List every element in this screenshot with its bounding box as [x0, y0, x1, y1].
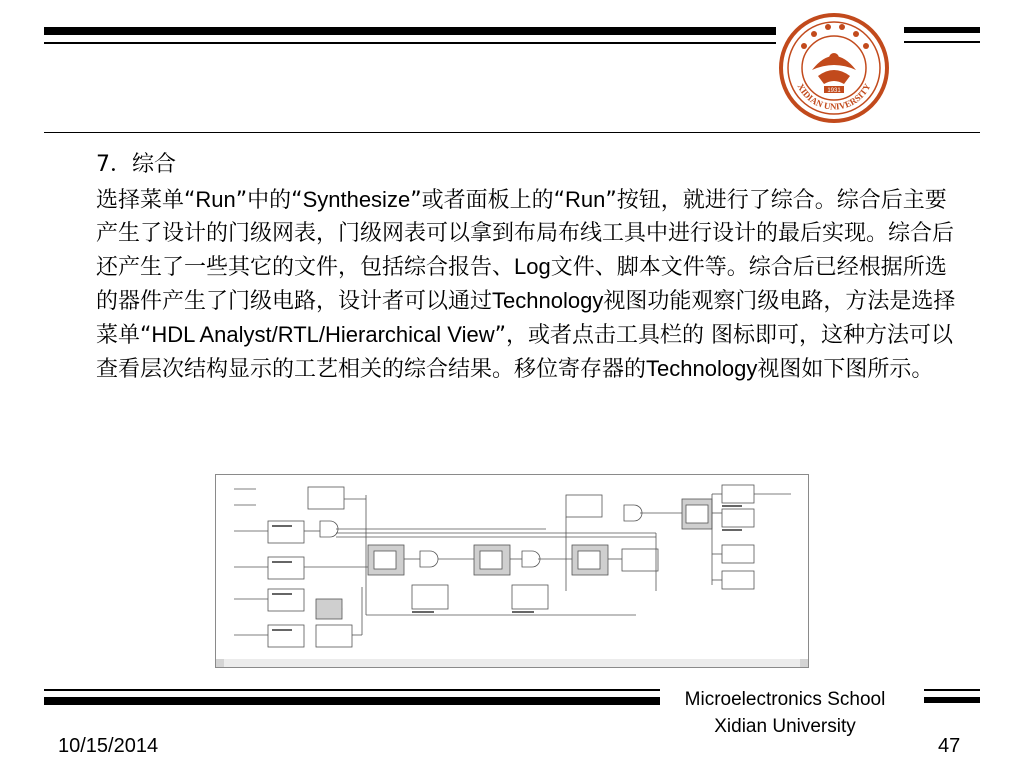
section-heading: 7．综合: [96, 152, 176, 177]
top-thin-rule-left: [44, 42, 776, 44]
bottom-thin-rule-left: [44, 689, 660, 691]
paragraph-segment: Technology: [492, 288, 604, 313]
bottom-thick-rule-right: [924, 697, 980, 703]
paragraph-segment: 视图如下图所示。: [757, 357, 934, 382]
paragraph-segment: ”或者面板上的“: [410, 188, 565, 213]
svg-text:XIDIAN UNIVERSITY: XIDIAN UNIVERSITY: [795, 81, 873, 112]
footer-school: [660, 686, 910, 740]
body-paragraph: [96, 183, 966, 386]
paragraph-segment: ”，或者点击工具栏的 图标即可，这种方法可以查看层次结构显示的工艺相关的综合结果。移位寄存器的: [96, 323, 953, 382]
school-name: Microelectronics School: [684, 689, 886, 710]
bottom-thick-rule-left: [44, 697, 660, 705]
top-thick-rule-left: [44, 27, 776, 35]
paragraph-segment: Technology: [646, 356, 758, 381]
paragraph-segment: HDL Analyst/RTL/Hierarchical View: [151, 322, 495, 347]
header-divider: [44, 132, 980, 133]
paragraph-segment: Run: [564, 187, 606, 212]
paragraph-segment: ”按钮，就进行了综合。综合后主要产生了设计的门级网表，门级网表可以拿到布局布线工具中进行设计的最后实现。综合后还产生了一些其它的文件，包括综合报告、: [96, 188, 955, 280]
paragraph-segment: ”中的“: [235, 188, 303, 213]
paragraph-segment: 选择菜单“: [96, 188, 196, 213]
university-name: Xidian University: [714, 716, 856, 737]
technology-view-schematic: [215, 474, 809, 668]
top-thick-rule-right: [904, 27, 980, 33]
svg-text:1931: 1931: [827, 88, 841, 94]
top-thin-rule-right: [904, 41, 980, 43]
paragraph-segment: Run: [195, 187, 236, 212]
bottom-thin-rule-right: [924, 689, 980, 691]
paragraph-segment: 文件、脚本文件等。综合后已经根据所选的器件产生了门级电路，设计者可以通过: [96, 255, 947, 314]
paragraph-segment: Log: [514, 254, 551, 279]
xidian-university-seal-logo: [778, 12, 890, 124]
slide-body: [96, 148, 966, 386]
paragraph-segment: Synthesize: [302, 187, 411, 212]
footer-date: 10/15/2014: [58, 735, 159, 757]
paragraph-segment: 视图功能观察门级电路，方法是选择菜单“: [96, 289, 956, 348]
page-number: 47: [938, 735, 961, 757]
